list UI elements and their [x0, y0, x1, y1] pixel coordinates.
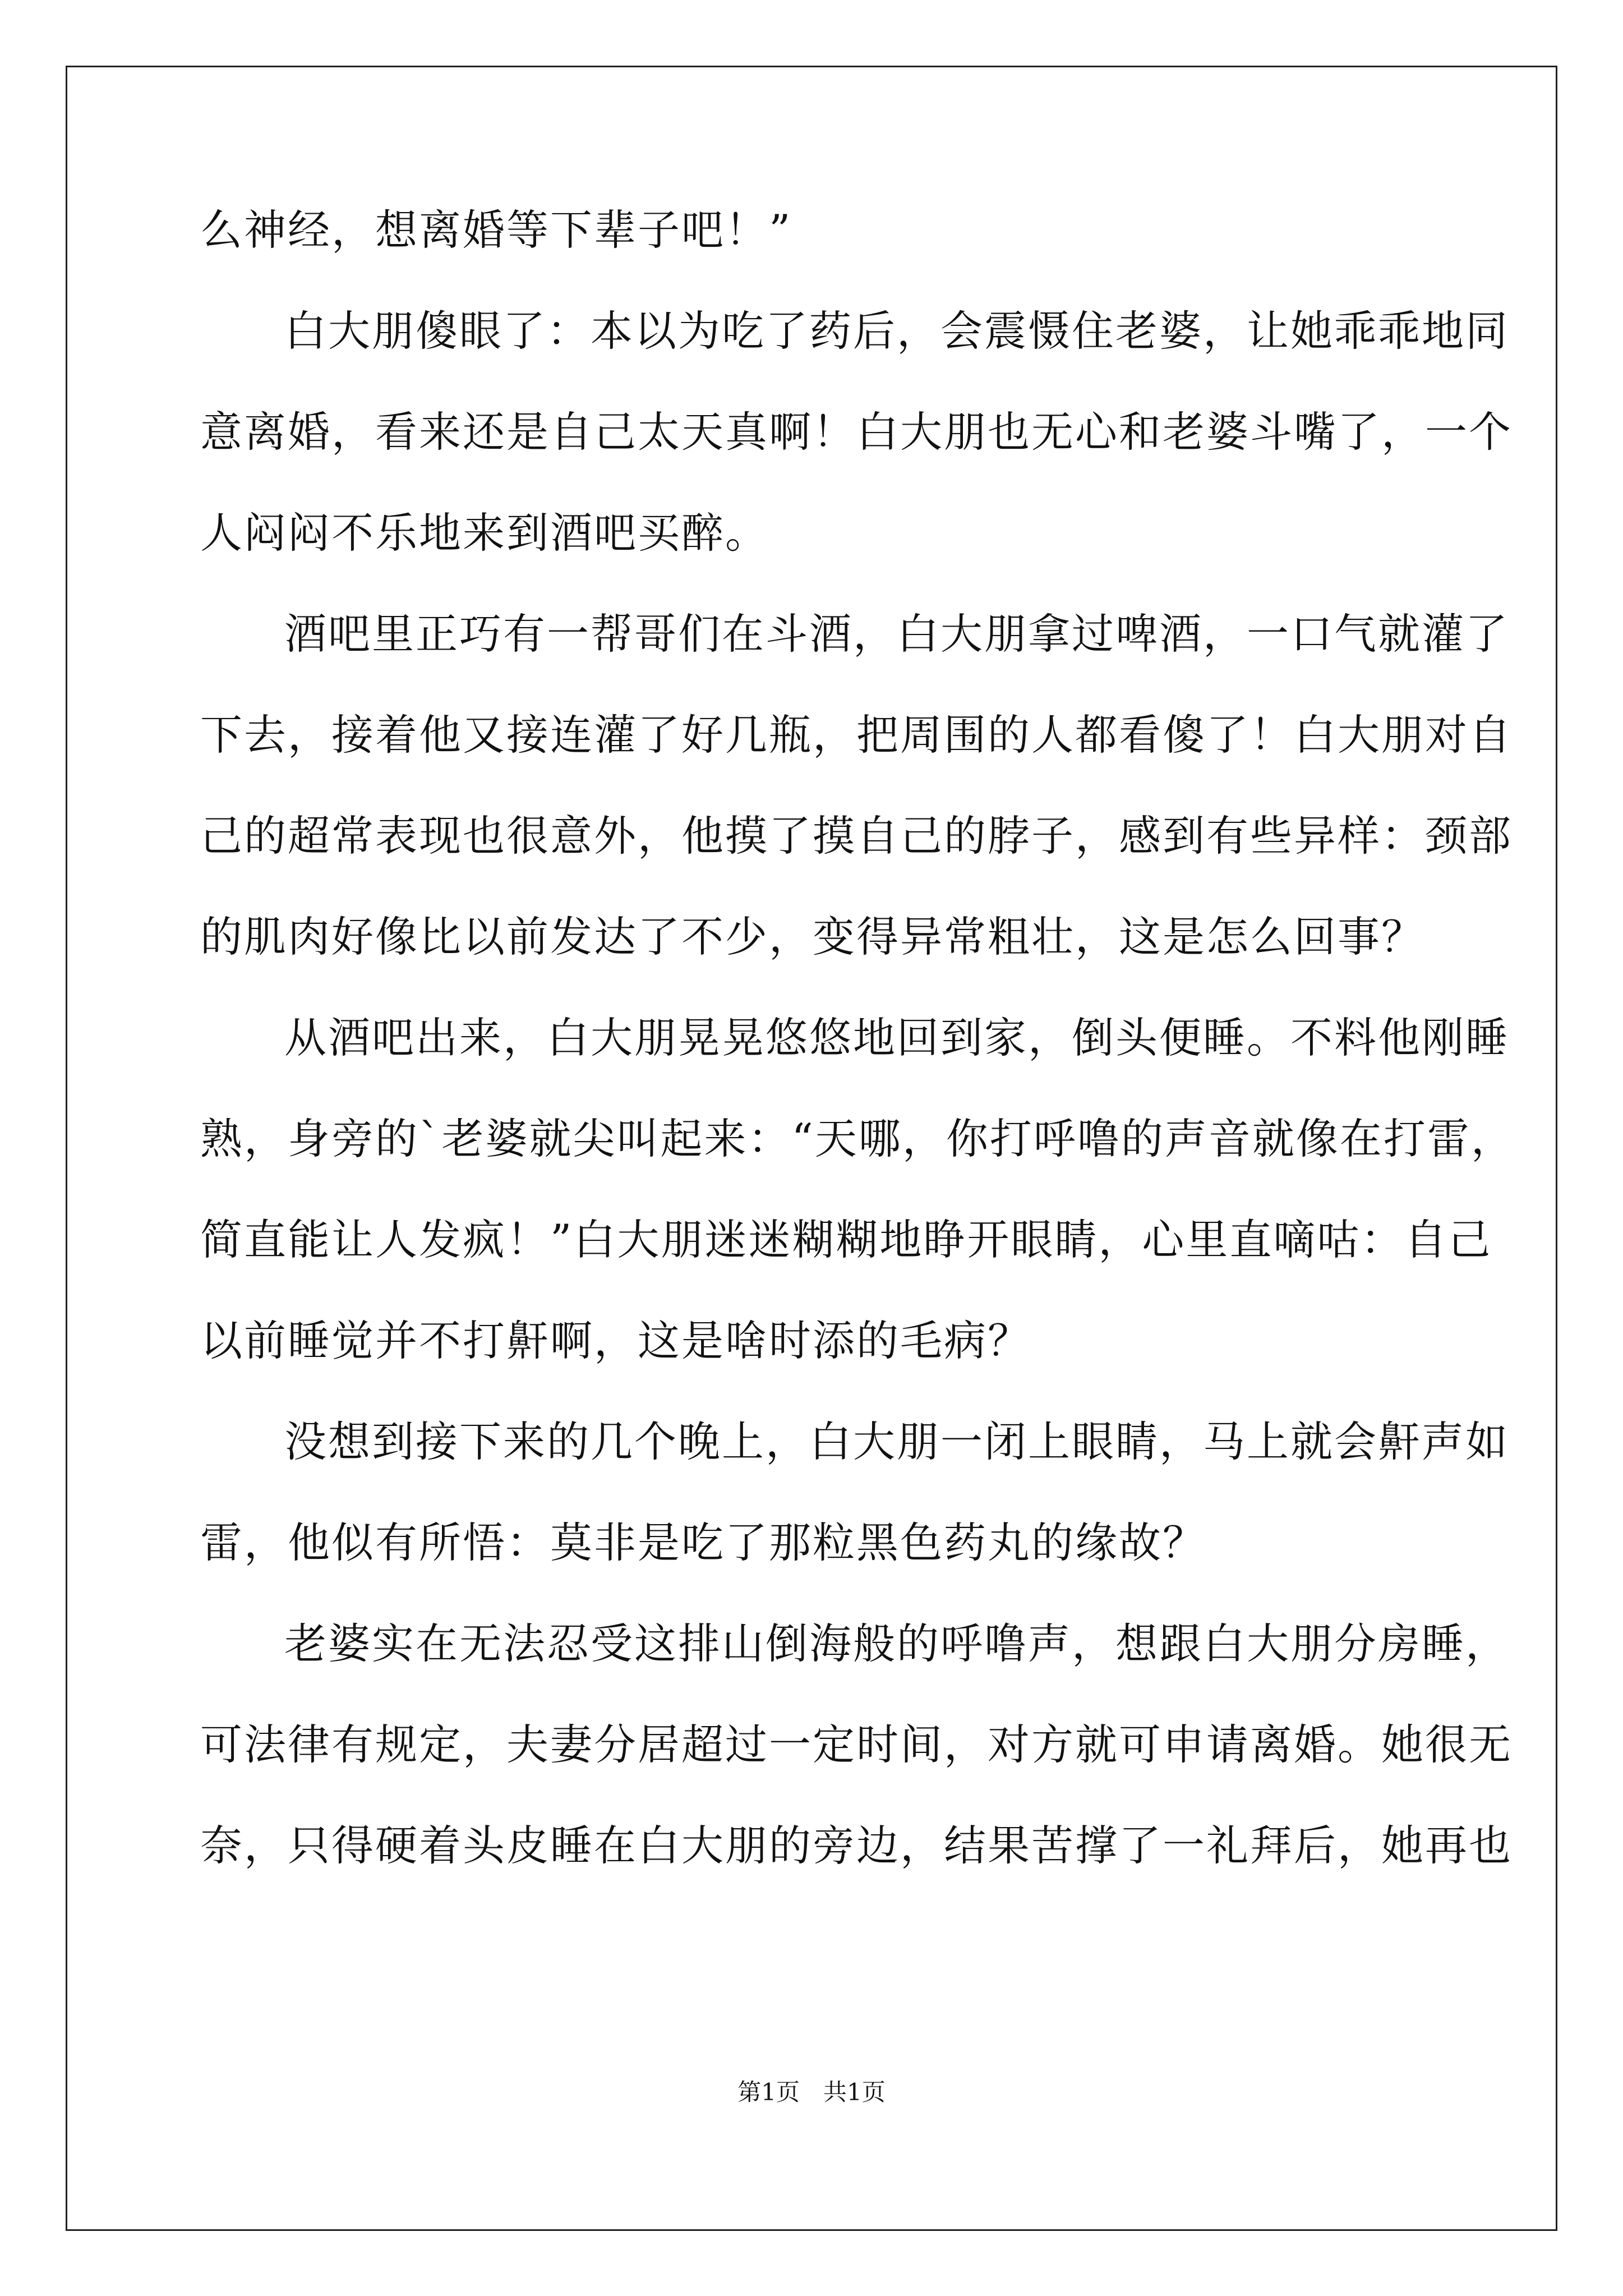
text-line: 白大朋傻眼了：本以为吃了药后，会震慑住老婆，让她乖乖地同	[284, 306, 1510, 356]
text-line: 雷，他似有所悟：莫非是吃了那粒黑色药丸的缘故？	[200, 1518, 1207, 1567]
text-line: 没想到接下来的几个晚上，白大朋一闭上眼睛，马上就会鼾声如	[284, 1417, 1510, 1466]
text-line: 的肌肉好像比以前发达了不少，变得异常粗壮，这是怎么回事？	[200, 912, 1426, 961]
text-line: 己的超常表现也很意外，他摸了摸自己的脖子，感到有些异样：颈部	[200, 811, 1513, 861]
text-line: 下去，接着他又接连灌了好几瓶，把周围的人都看傻了！白大朋对自	[200, 710, 1513, 760]
page-number: 第1页	[737, 2078, 800, 2106]
text-line: 熟，身旁的`老婆就尖叫起来：“天哪，你打呼噜的声音就像在打雷，	[200, 1114, 1515, 1163]
text-line: 酒吧里正巧有一帮哥们在斗酒，白大朋拿过啤酒，一口气就灌了	[284, 609, 1510, 659]
text-line: 老婆实在无法忍受这排山倒海般的呼噜声，想跟白大朋分房睡，	[284, 1619, 1510, 1668]
text-line: 奈，只得硬着头皮睡在白大朋的旁边，结果苦撑了一礼拜后，她再也	[200, 1821, 1513, 1870]
text-line: 从酒吧出来，白大朋晃晃悠悠地回到家，倒头便睡。不料他刚睡	[284, 1013, 1510, 1062]
page-total: 共1页	[823, 2078, 886, 2106]
text-line: 人闷闷不乐地来到酒吧买醉。	[200, 508, 769, 558]
text-line: 简直能让人发疯！”白大朋迷迷糊糊地睁开眼睛，心里直嘀咕：自己	[200, 1215, 1492, 1264]
page-footer	[0, 2076, 1623, 2109]
text-line: 以前睡觉并不打鼾啊，这是啥时添的毛病？	[200, 1316, 1032, 1365]
text-line: 可法律有规定，夫妻分居超过一定时间，对方就可申请离婚。她很无	[200, 1720, 1513, 1769]
text-line: 意离婚，看来还是自己太天真啊！白大朋也无心和老婆斗嘴了，一个	[200, 407, 1513, 457]
text-line: 么神经，想离婚等下辈子吧！”	[200, 205, 792, 255]
